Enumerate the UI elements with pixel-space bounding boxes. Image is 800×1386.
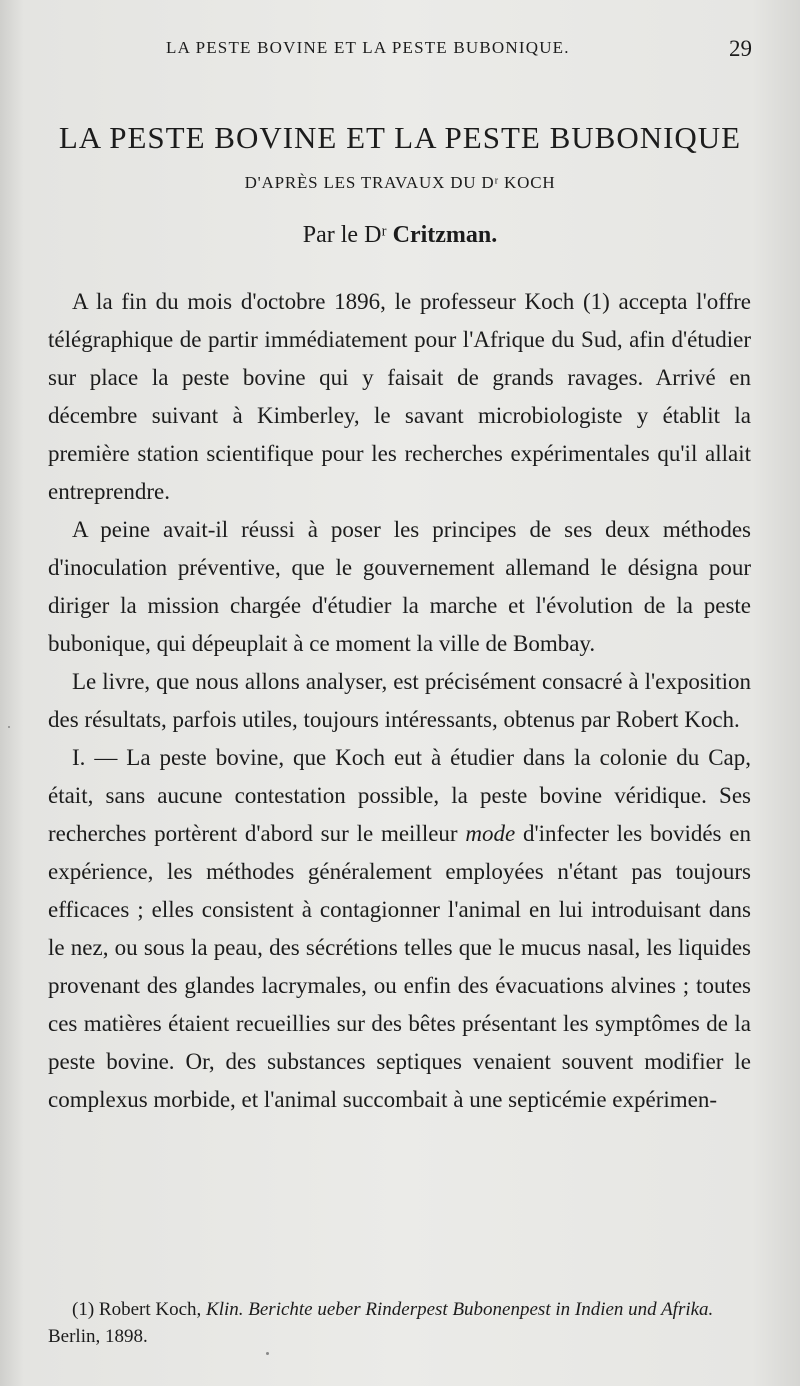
running-head (48, 38, 752, 68)
article-title: LA PESTE BOVINE ET LA PESTE BUBONIQUE (58, 120, 742, 155)
paragraph-4-end: d'infecter les bovidés en expérience, les méthodes généralement employées n'étant pas toujours efficaces ; elles consistent à contagionner l'animal en lui introduisant dans le nez, ou sous la peau, des sécrétions telles que le mucus nasal, les liquides provenant des glandes lacrymales, ou enfin des évacuations alvines ; toutes ces matières étaient recueillies sur des bêtes présentant les symptômes de la peste bovine. Or, des substances septiques venaient souvent modifier le complexus morbide, et l'animal succombait à une septicémie expérimen- (48, 821, 751, 1112)
footnote-text (48, 1296, 751, 1350)
byline-author: Critzman. (392, 222, 498, 248)
paragraph-1: A la fin du mois d'octobre 1896, le professeur Koch (1) accepta l'offre télégraphique de partir immédiatement pour l'Afrique du Sud, afin d'étudier sur place la peste bovine qui y faisait de grands ravages. Arrivé en décembre suivant à Kimberley, le savant microbiologiste y établit la première station scientifique pour les recherches expérimentales qu'il allait entreprendre. (48, 289, 751, 504)
paragraph-4-start: I. — La peste bovine, que Koch eut à étudier dans la colonie du Cap, était, sans aucune contestation possible, la peste bovine véridique. Ses recherches portèrent d'abord sur le meilleur (48, 745, 751, 846)
footnote-work: Klin. Berichte ueber Rinderpest Bubonenpest in Indien und Afrika. (206, 1299, 714, 1320)
footnote-publication: Berlin, 1898. (48, 1326, 148, 1347)
page-number: 29 (729, 36, 752, 61)
footnote (48, 1296, 751, 1350)
paragraph-2: A peine avait-il réussi à poser les principes de ses deux méthodes d'inoculation préventive, que le gouvernement allemand le désigna pour diriger la mission chargée d'étudier la marche et l'évolution de la peste bubonique, qui dépeuplait à ce moment la ville de Bombay. (48, 517, 751, 656)
footnote-author: Robert Koch, (98, 1299, 207, 1320)
ink-speck (8, 726, 10, 728)
byline (48, 222, 752, 249)
footnote-marker: (1) (72, 1299, 99, 1320)
byline-prefix: Par le Dʳ (302, 222, 393, 248)
paragraph-4 (48, 739, 751, 1119)
paragraph-3: Le livre, que nous allons analyser, est précisément consacré à l'exposition des résultats, parfois utiles, toujours intéressants, obtenus par Robert Koch. (48, 669, 751, 732)
running-title: LA PESTE BOVINE ET LA PESTE BUBONIQUE. (166, 38, 570, 57)
article-body (48, 283, 751, 1119)
article-subtitle: D'APRÈS LES TRAVAUX DU Dʳ KOCH (244, 173, 556, 192)
paragraph-4-italic: mode (465, 821, 516, 846)
ink-speck (266, 1352, 269, 1355)
